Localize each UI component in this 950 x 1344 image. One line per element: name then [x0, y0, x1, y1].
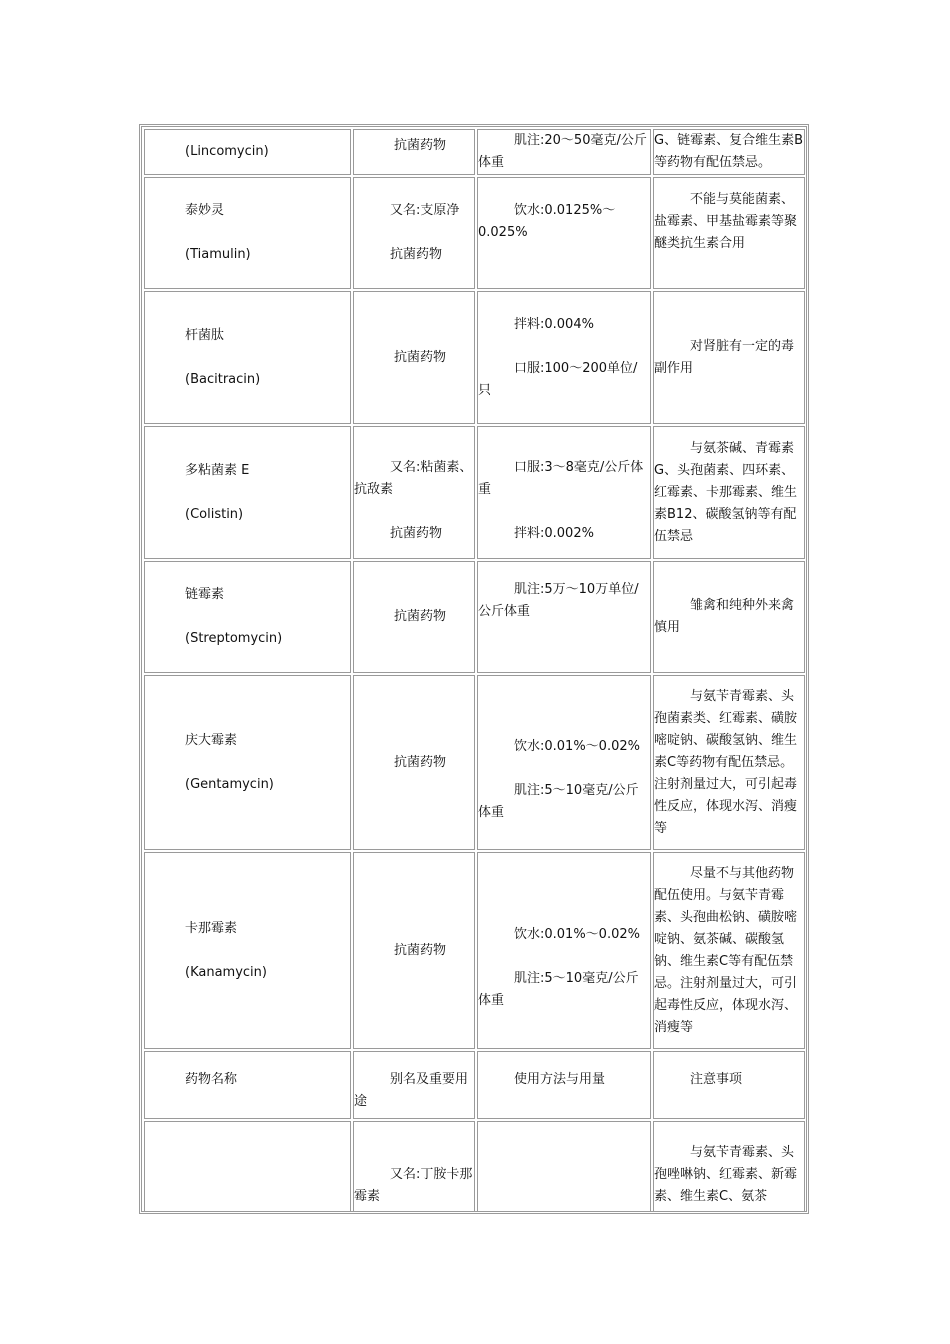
- drug-table: [142, 127, 807, 1214]
- usage-cell: [477, 561, 651, 673]
- usage-cell: [477, 426, 651, 559]
- table-row: [144, 426, 805, 559]
- drug-name-cell: [144, 1121, 351, 1214]
- drug-latin-name: (Colistin): [185, 506, 244, 522]
- alias-cell: [353, 852, 475, 1049]
- drug-name-cell: [144, 675, 351, 850]
- drug-purpose: 抗菌药物: [394, 609, 447, 624]
- drug-name-cell: [144, 852, 351, 1049]
- usage-line: 肌注:5～10毫克/公斤体重: [478, 783, 639, 820]
- notes-text: 对肾脏有一定的毒副作用: [654, 338, 795, 376]
- drug-name-cell: [144, 177, 351, 289]
- notes-text: 与氨茶碱、青霉素G、头孢菌素、四环素、红霉素、卡那霉素、维生素B12、碳酸氢钠等有配伍禁忌: [654, 440, 798, 544]
- notes-text: 雏禽和纯种外来禽慎用: [654, 598, 795, 635]
- usage-line: 肌注:20～50毫克/公斤体重: [478, 133, 647, 170]
- table-row: [144, 852, 805, 1049]
- notes-cell: [653, 426, 805, 559]
- drug-latin-name: (Streptomycin): [185, 631, 283, 646]
- table-header-row: [144, 1051, 805, 1119]
- notes-text: G、链霉素、复合维生素B等药物有配伍禁忌。: [654, 133, 803, 170]
- usage-cell: [477, 852, 651, 1049]
- usage-line: 拌料:0.002%: [514, 526, 594, 541]
- drug-purpose: 抗菌药物: [390, 526, 443, 541]
- drug-name-cell: [144, 561, 351, 673]
- drug-alias: 又名:支原净: [390, 203, 460, 218]
- usage-line: 饮水:0.01%～0.02%: [514, 739, 640, 754]
- notes-cell: [653, 177, 805, 289]
- header-alias: 别名及重要用途: [354, 1072, 469, 1109]
- usage-line: 肌注:5～10毫克/公斤体重: [478, 971, 639, 1008]
- alias-cell: [353, 426, 475, 559]
- drug-name-cell: [144, 426, 351, 559]
- drug-name: 多粘菌素 E: [185, 462, 250, 478]
- table-row: [144, 177, 805, 289]
- alias-cell: [353, 129, 475, 175]
- usage-cell: [477, 129, 651, 175]
- usage-cell: [477, 675, 651, 850]
- usage-line: 肌注:5万～10万单位/公斤体重: [478, 582, 639, 619]
- table-row: [144, 129, 805, 175]
- drug-latin-name: (Kanamycin): [185, 964, 267, 980]
- drug-latin-name: (Bacitracin): [185, 371, 261, 387]
- drug-name: 杆菌肽: [185, 327, 225, 343]
- notes-text: 不能与莫能菌素、盐霉素、甲基盐霉素等聚醚类抗生素合用: [654, 192, 798, 251]
- table-row: [144, 1121, 805, 1214]
- usage-line: 口服:3～8毫克/公斤体重: [478, 460, 644, 497]
- usage-line: 拌料:0.004%: [514, 316, 594, 332]
- header-notes-cell: [653, 1051, 805, 1119]
- notes-cell: [653, 129, 805, 175]
- notes-text: 尽量不与其他药物配伍使用。与氨苄青霉素、头孢曲松钠、磺胺嘧啶钠、氨茶碱、碳酸氢钠、维生素C等有配伍禁忌。注射剂量过大，可引起毒性反应，体现水泻、消瘦等: [654, 865, 798, 1035]
- notes-text: 与氨苄青霉素、头孢菌素类、红霉素、磺胺嘧啶钠、碳酸氢钠、维生素C等药物有配伍禁忌。注射剂量过大，可引起毒性反应，体现水泻、消瘦等: [654, 688, 798, 836]
- drug-name: 泰妙灵: [185, 203, 225, 218]
- drug-alias: 又名:丁胺卡那霉素: [354, 1167, 473, 1204]
- table-row: [144, 561, 805, 673]
- notes-cell: [653, 561, 805, 673]
- drug-name-cell: [144, 129, 351, 175]
- header-notes: 注意事项: [690, 1072, 743, 1087]
- table-row: [144, 291, 805, 424]
- table-row: [144, 675, 805, 850]
- drug-purpose: 抗菌药物: [394, 754, 447, 770]
- header-drug-name: 药物名称: [185, 1072, 238, 1087]
- usage-cell: [477, 1121, 651, 1214]
- notes-cell: [653, 852, 805, 1049]
- drug-name: 链霉素: [185, 587, 225, 602]
- usage-line: 口服:100～200单位/只: [478, 360, 638, 398]
- usage-line: 饮水:0.0125%～0.025%: [478, 203, 616, 240]
- alias-cell: [353, 675, 475, 850]
- drug-purpose: 抗菌药物: [394, 942, 447, 958]
- drug-latin-name: (Gentamycin): [185, 776, 274, 792]
- alias-cell: [353, 291, 475, 424]
- drug-purpose: 抗菌药物: [394, 349, 447, 365]
- header-name-cell: [144, 1051, 351, 1119]
- header-usage: 使用方法与用量: [514, 1072, 606, 1087]
- drug-alias: 又名:粘菌素、抗敌素: [354, 460, 473, 497]
- header-usage-cell: [477, 1051, 651, 1119]
- notes-text: 与氨苄青霉素、头孢唑啉钠、红霉素、新霉素、维生素C、氨茶: [654, 1145, 798, 1204]
- header-alias-cell: [353, 1051, 475, 1119]
- drug-name: 庆大霉素: [185, 732, 238, 748]
- usage-cell: [477, 177, 651, 289]
- alias-cell: [353, 177, 475, 289]
- notes-cell: [653, 1121, 805, 1214]
- drug-purpose: 抗菌药物: [394, 138, 447, 153]
- drug-name: 卡那霉素: [185, 920, 238, 936]
- drug-name-cell: [144, 291, 351, 424]
- usage-cell: [477, 291, 651, 424]
- drug-table-frame: [139, 124, 809, 1214]
- notes-cell: [653, 675, 805, 850]
- alias-cell: [353, 1121, 475, 1214]
- drug-latin-name: (Tiamulin): [185, 247, 251, 262]
- alias-cell: [353, 561, 475, 673]
- notes-cell: [653, 291, 805, 424]
- usage-line: 饮水:0.01%～0.02%: [514, 927, 640, 942]
- drug-latin-name: (Lincomycin): [185, 144, 269, 159]
- drug-purpose: 抗菌药物: [390, 247, 443, 262]
